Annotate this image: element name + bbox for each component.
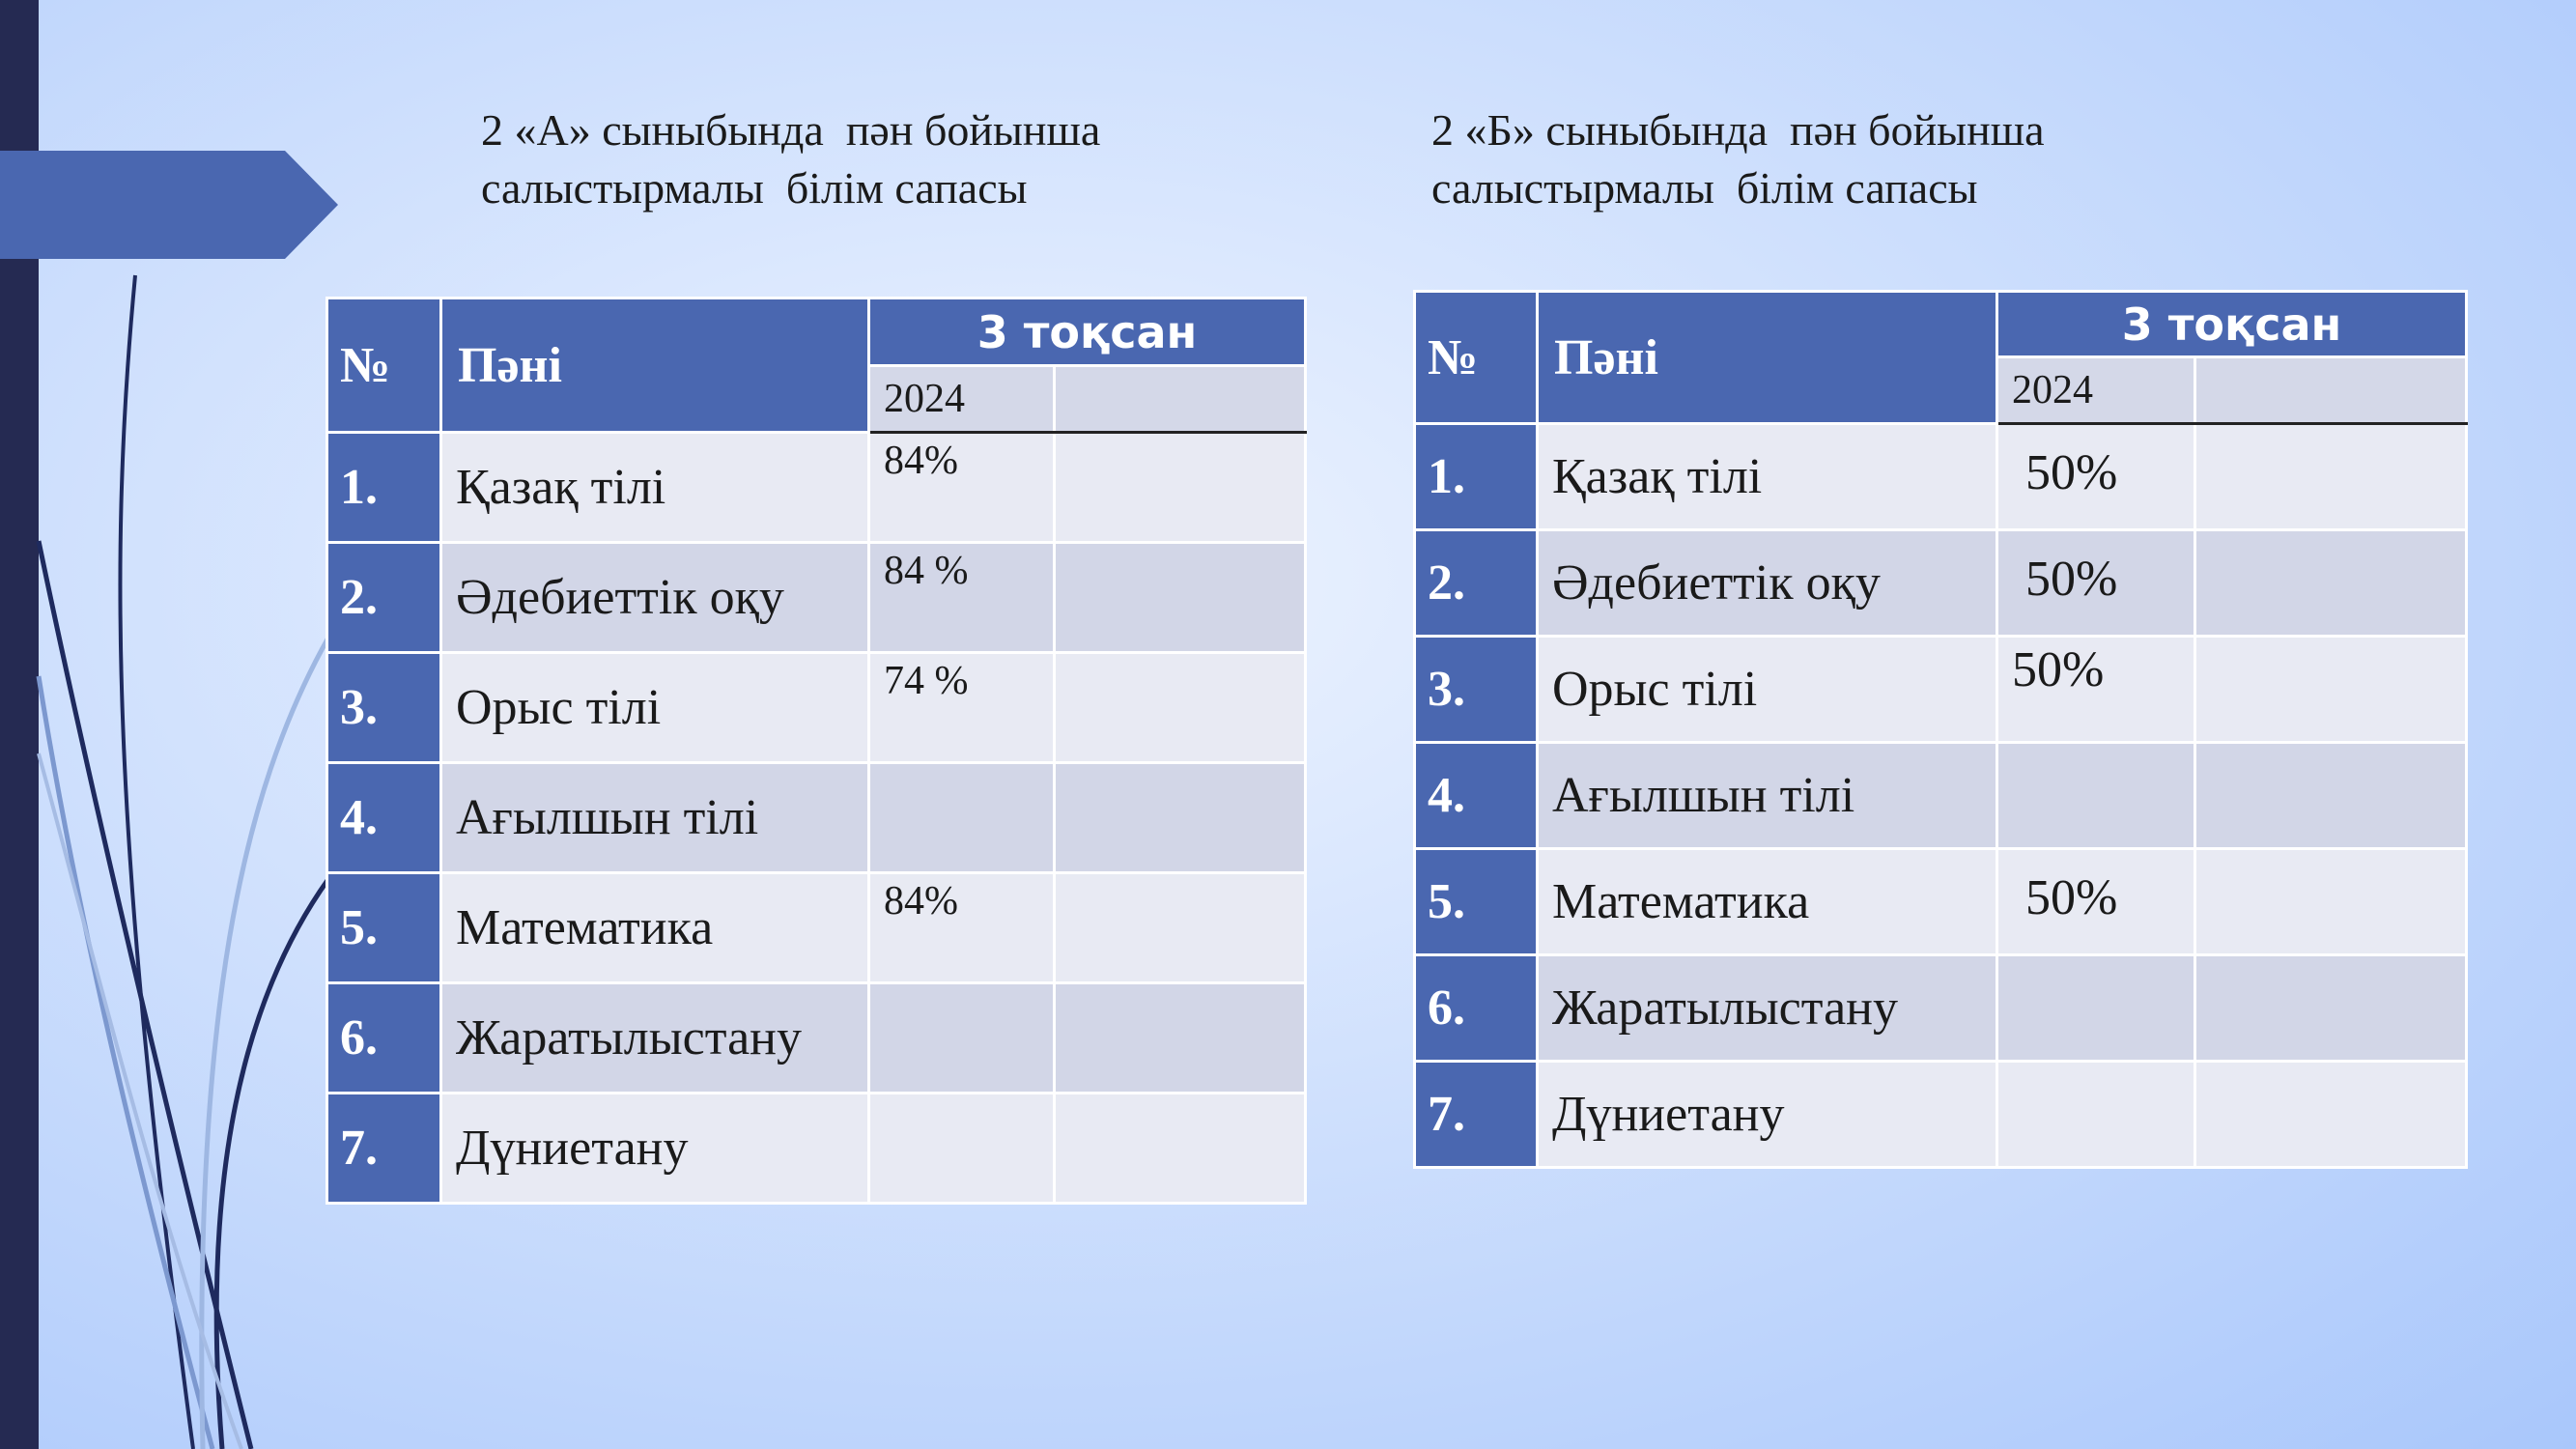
row-subject: Математика bbox=[441, 873, 869, 983]
header-blank bbox=[1055, 366, 1306, 433]
row-number: 5. bbox=[1415, 849, 1538, 955]
row-number: 1. bbox=[1415, 424, 1538, 530]
table-row bbox=[1415, 849, 2467, 955]
row-subject: Дүниетану bbox=[1538, 1062, 1997, 1168]
row-number: 2. bbox=[1415, 530, 1538, 637]
row-empty bbox=[1055, 1094, 1306, 1204]
row-subject: Ағылшын тілі bbox=[441, 763, 869, 873]
table-row bbox=[1415, 637, 2467, 743]
row-value: 50% bbox=[1997, 530, 2195, 637]
table-row bbox=[327, 763, 1306, 873]
row-empty bbox=[2195, 424, 2467, 530]
row-value: 84% bbox=[869, 873, 1055, 983]
left-grade-table bbox=[326, 297, 1307, 1205]
header-num: № bbox=[327, 298, 441, 433]
row-empty bbox=[1055, 653, 1306, 763]
row-value: 50% bbox=[1997, 637, 2195, 743]
header-num: № bbox=[1415, 292, 1538, 424]
row-number: 3. bbox=[327, 653, 441, 763]
row-number: 3. bbox=[1415, 637, 1538, 743]
row-subject: Орыс тілі bbox=[1538, 637, 1997, 743]
row-empty bbox=[2195, 637, 2467, 743]
header-year: 2024 bbox=[1997, 357, 2195, 424]
row-value bbox=[1997, 1062, 2195, 1168]
table-row bbox=[327, 873, 1306, 983]
row-value bbox=[1997, 743, 2195, 849]
row-number: 7. bbox=[327, 1094, 441, 1204]
row-empty bbox=[1055, 543, 1306, 653]
table-row bbox=[327, 1094, 1306, 1204]
row-number: 5. bbox=[327, 873, 441, 983]
row-subject: Әдебиеттік оқу bbox=[1538, 530, 1997, 637]
row-value: 84% bbox=[869, 433, 1055, 543]
row-value: 50% bbox=[1997, 424, 2195, 530]
table-row bbox=[327, 433, 1306, 543]
row-number: 6. bbox=[327, 983, 441, 1094]
table-row bbox=[327, 653, 1306, 763]
row-number: 6. bbox=[1415, 955, 1538, 1062]
header-blank bbox=[2195, 357, 2467, 424]
row-value bbox=[869, 763, 1055, 873]
arrow-shape bbox=[0, 151, 338, 259]
row-number: 4. bbox=[1415, 743, 1538, 849]
row-value bbox=[869, 983, 1055, 1094]
table-row bbox=[1415, 530, 2467, 637]
row-empty bbox=[2195, 743, 2467, 849]
row-subject: Әдебиеттік оқу bbox=[441, 543, 869, 653]
row-value bbox=[869, 1094, 1055, 1204]
row-number: 2. bbox=[327, 543, 441, 653]
row-number: 1. bbox=[327, 433, 441, 543]
row-value: 50% bbox=[1997, 849, 2195, 955]
table-row bbox=[1415, 743, 2467, 849]
row-number: 4. bbox=[327, 763, 441, 873]
row-subject: Дүниетану bbox=[441, 1094, 869, 1204]
row-value: 74 % bbox=[869, 653, 1055, 763]
row-subject: Жаратылыстану bbox=[1538, 955, 1997, 1062]
row-value bbox=[1997, 955, 2195, 1062]
table-row bbox=[1415, 424, 2467, 530]
table-row bbox=[327, 543, 1306, 653]
right-grade-table bbox=[1413, 290, 2468, 1169]
header-year: 2024 bbox=[869, 366, 1055, 433]
row-subject: Орыс тілі bbox=[441, 653, 869, 763]
row-subject: Жаратылыстану bbox=[441, 983, 869, 1094]
row-empty bbox=[2195, 849, 2467, 955]
table-row bbox=[327, 983, 1306, 1094]
row-empty bbox=[2195, 530, 2467, 637]
row-value: 84 % bbox=[869, 543, 1055, 653]
header-subject: Пәні bbox=[1538, 292, 1997, 424]
row-empty bbox=[1055, 433, 1306, 543]
row-subject: Математика bbox=[1538, 849, 1997, 955]
row-subject: Қазақ тілі bbox=[1538, 424, 1997, 530]
table-row bbox=[1415, 1062, 2467, 1168]
row-empty bbox=[2195, 1062, 2467, 1168]
row-empty bbox=[2195, 955, 2467, 1062]
row-subject: Ағылшын тілі bbox=[1538, 743, 1997, 849]
right-table-title: 2 «Б» сыныбында пән бойынша салыстырмалы білім сапасы bbox=[1431, 105, 2045, 213]
header-quarter: 3 тоқсан bbox=[869, 298, 1306, 366]
row-subject: Қазақ тілі bbox=[441, 433, 869, 543]
row-empty bbox=[1055, 763, 1306, 873]
row-empty bbox=[1055, 873, 1306, 983]
row-empty bbox=[1055, 983, 1306, 1094]
header-quarter: 3 тоқсан bbox=[1997, 292, 2467, 357]
header-subject: Пәні bbox=[441, 298, 869, 433]
row-number: 7. bbox=[1415, 1062, 1538, 1168]
left-table-title: 2 «А» сыныбында пән бойынша салыстырмалы білім сапасы bbox=[481, 105, 1101, 213]
table-row bbox=[1415, 955, 2467, 1062]
